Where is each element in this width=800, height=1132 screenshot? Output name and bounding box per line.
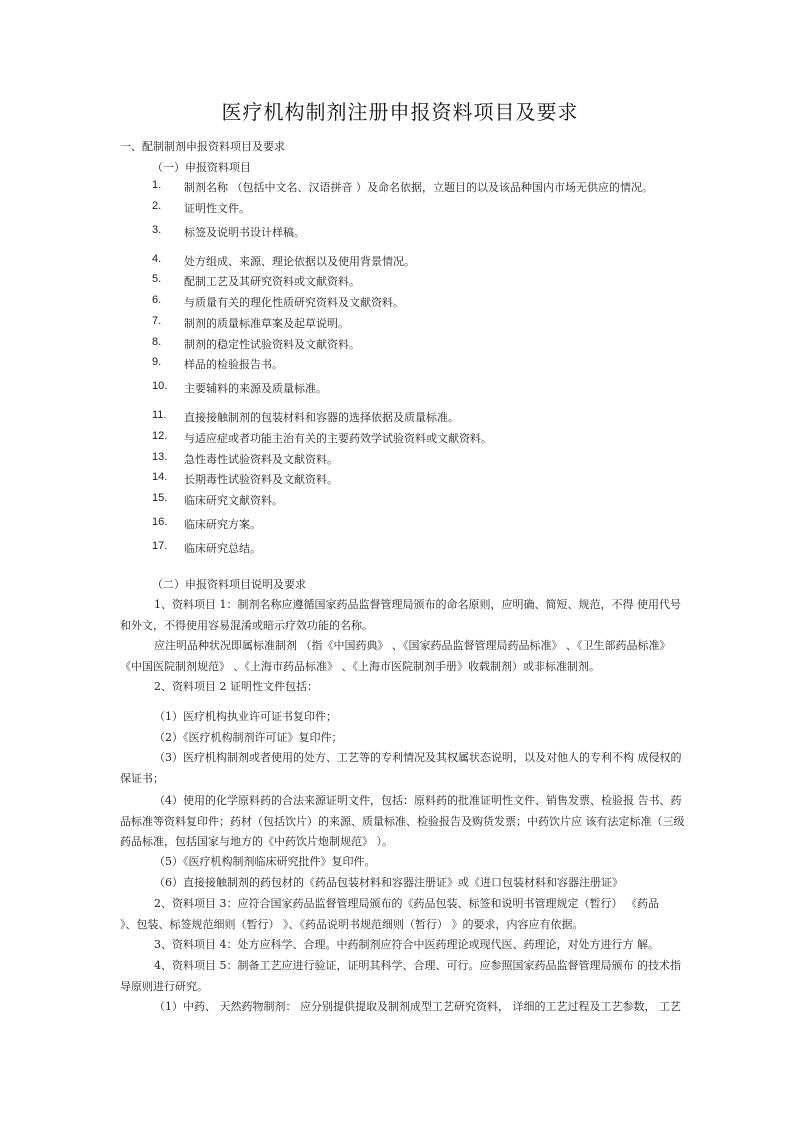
document-page: 医疗机构制剂注册申报资料项目及要求 一、配制制剂申报资料项目及要求 （一）申报资料项目 1. 制剂名称 （包括中文名、汉语拼音 ）及命名依据，立题目的以及该品种国内市场无供应的情况。 2. 证明性文件。 3. 标签及说明书设计样稿。 4. 处方组成、来源、理论依据以及使用背景情况。 5. 配制工艺及其研究资料或文献资料。 6. 与质量有关的理化性质研究资料及文献资料。 7. 制剂的质量标准草案及起草说明。 8. 制剂的稳定性试验资料及文献资料。 9. 样品的检验报告书。 10. 主要辅料的来源及质量标准。 11. 直接接触制剂的包装材料和容器的选择依据及质量标准。 12. 与适应症或者功能主治有关的主要药效学试验资料或文献资料。 13. 急性毒性试验资料及文献资料。 14. 长期毒性试验资料及文献资料。 15. 临床研究文献资料。 16. 临床研究方案。 17. 临床研究总结。 （二）申报资料项目说明及要求 1、资料项目 1：制剂名称应遵循国家药品监督管理局颁布的命名原则，应明确、简短、规范，不得 使用代号和外文，不得使用容易混淆或暗示疗效功能的名称。 应注明品种状况即属标准制剂 （指《中国药典》 、《国家药品监督管理局药品标准》 、《卫生部药品标准》《中国医院制剂规范》 、《上海市药品标准》 、《上海市医院制剂手册》收载制剂）或非标准制剂。 2、资料项目 2 证明性文件包括： （1）医疗机构执业许可证书复印件； （2）《医疗机构制剂许可证》复印件； （3）医疗机构制剂或者使用的处方、工艺等的专利情况及其权属状态说明，以及对他人的专利不构 成侵权的保证书； （4）使用的化学原料药的合法来源证明文件，包括：原料药的批准证明性文件、销售发票、检验报 告书、药品标准等资料复印件；药材（包括饮片）的来源、质量标准、检验报告及购货发票；中药饮片应 该有法定标准（三级药品标准，包括国家与地方的《中药饮片炮制规范》 ）。 （5）《医疗机构制剂临床研究批件》复印件。 （6）直接接触制剂的药包材的《药品包装材料和容器注册证》或《进口包装材料和容器注册证》 2、资料项目 3：应符合国家药品监督管理局颁布的《药品包装、标签和说明书管理规定（暂行） 《药品 》、包装、标签规范细则（暂行） 》、《药品说明书规范细则（暂行） 》的要求，内容应有依据。 3、资料项目 4：处方应科学、合理。中药制剂应符合中医药理论或现代医、药理论，对处方进行方 解。 4、资料项目 5：制备工艺应进行验证，证明其科学、合理、可行。应参照国家药品监督管理局颁布 的技术指导原则进行研究。 （1）中药、 天然药物制剂： 应分别提供提取及制剂成型工艺研究资料， 详细的工艺过程及工艺参数， 工艺 (0, 0, 800, 1132)
paragraph: （1）医疗机构执业许可证书复印件； (154, 710, 337, 723)
section-heading-1-1: （一）申报资料项目 (152, 161, 251, 174)
document-title: 医疗机构制剂注册申报资料项目及要求 (221, 100, 579, 124)
paragraph: 2、资料项目 2 证明性文件包括： (154, 680, 318, 693)
paragraph: 2、资料项目 3：应符合国家药品监督管理局颁布的《药品包装、标签和说明书管理规定（暂行） 《药品 》、包装、标签规范细则（暂行） 》、《药品说明书规范细则（暂行） 》的要求，内容应有依据。 (120, 897, 674, 931)
paragraph: 1、资料项目 1：制剂名称应遵循国家药品监督管理局颁布的命名原则，应明确、简短、规范，不得 使用代号和外文，不得使用容易混淆或暗示疗效功能的名称。 (120, 598, 681, 632)
paragraph: 3、资料项目 4：处方应科学、合理。中药制剂应符合中医药理论或现代医、药理论，对处方进行方 解。 (154, 938, 659, 951)
section-heading-1-2: （二）申报资料项目说明及要求 (152, 578, 306, 591)
section-heading-1: 一、配制制剂申报资料项目及要求 (120, 140, 285, 153)
paragraph: （2）《医疗机构制剂许可证》复印件； (154, 731, 343, 744)
paragraph: 应注明品种状况即属标准制剂 （指《中国药典》 、《国家药品监督管理局药品标准》 、《卫生部药品标准》《中国医院制剂规范》 、《上海市药品标准》 、《上海市医院制剂手册》收载制剂）或非标准制剂。 (120, 639, 671, 673)
paragraph: （1）中药、 天然药物制剂： 应分别提供提取及制剂成型工艺研究资料， 详细的工艺过程及工艺参数， 工艺 (154, 1000, 681, 1013)
paragraph: （6）直接接触制剂的药包材的《药品包装材料和容器注册证》或《进口包装材料和容器注册证》 (154, 876, 623, 889)
paragraph: （4）使用的化学原料药的合法来源证明文件，包括：原料药的批准证明性文件、销售发票、检验报 告书、药品标准等资料复印件；药材（包括饮片）的来源、质量标准、检验报告及购货发票；中药饮片应 该有法定标准（三级药品标准，包括国家与地方的《中药饮片炮制规范》 ）。 (120, 794, 685, 848)
paragraph: 4、资料项目 5：制备工艺应进行验证，证明其科学、合理、可行。应参照国家药品监督管理局颁布 的技术指导原则进行研究。 (120, 959, 681, 993)
paragraph: （5）《医疗机构制剂临床研究批件》复印件。 (154, 855, 376, 868)
paragraph: （3）医疗机构制剂或者使用的处方、工艺等的专利情况及其权属状态说明，以及对他人的专利不构 成侵权的保证书； (120, 751, 682, 785)
